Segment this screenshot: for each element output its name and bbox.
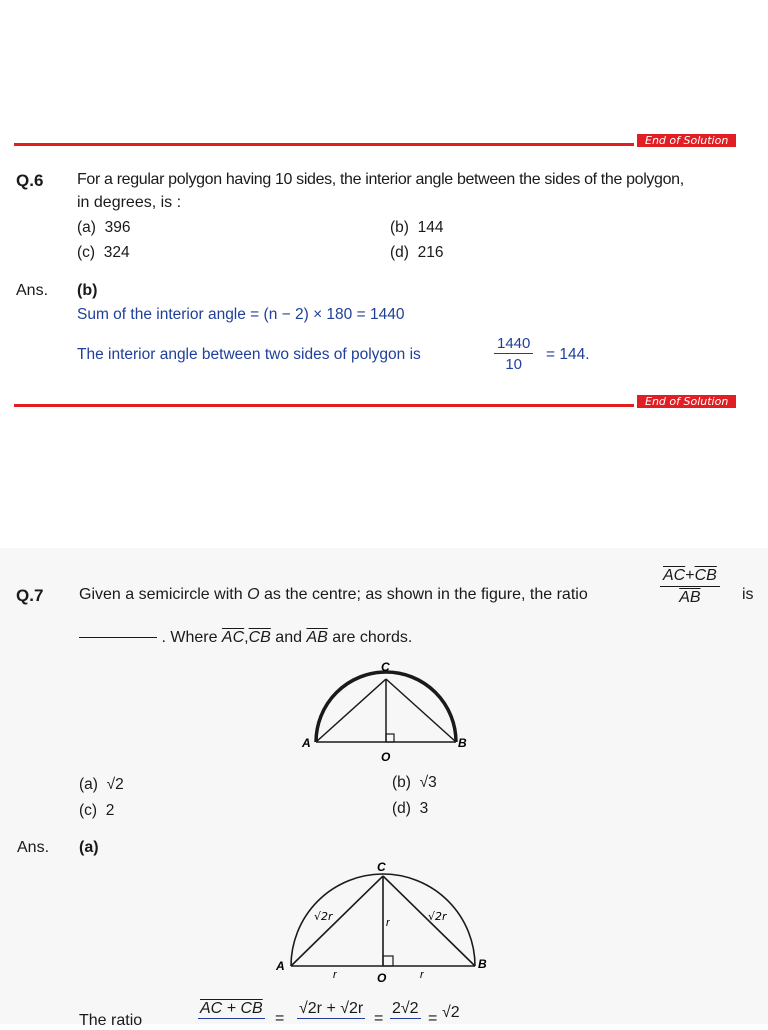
end-of-solution-badge: End of Solution	[637, 134, 736, 147]
option-label: (d)	[390, 244, 409, 261]
q7-and: and	[275, 629, 302, 646]
solution-figure	[270, 860, 500, 985]
fraction-numerator: 1440	[494, 335, 533, 354]
divider-top	[14, 143, 634, 146]
label-o: O	[381, 750, 391, 764]
option-label: (a)	[79, 776, 98, 793]
q6-fraction	[494, 335, 533, 373]
option-value: 3	[419, 800, 429, 817]
q6-answer: (b)	[77, 282, 98, 299]
q7-step1: √2r + √2r	[299, 1000, 364, 1017]
chord-ac: $\overline{AC}$	[663, 567, 686, 584]
q7-eq-2: =	[374, 1010, 384, 1027]
q6-number: Q.6	[16, 171, 44, 190]
label-a: A	[276, 959, 285, 973]
q7-text-mid: as the centre; as shown in the figure, the ratio	[263, 586, 588, 603]
q7-option-b	[392, 774, 437, 792]
fraction-denominator: 10	[505, 356, 523, 373]
label-side-right: √2r	[428, 910, 447, 923]
plus-sign: +	[685, 567, 695, 584]
label-r-vertical: r	[386, 917, 390, 929]
q6-option-c	[77, 244, 130, 262]
label-r-left: r	[333, 969, 337, 981]
q7-text-line1	[79, 586, 588, 604]
chord-ac-line	[316, 679, 386, 742]
q7-ratio-fraction	[660, 567, 720, 607]
label-c: C	[381, 660, 390, 674]
q7-final-num	[198, 1000, 265, 1019]
label-side-left: √2r	[314, 910, 333, 923]
q7-option-d	[392, 800, 428, 818]
label-o: O	[377, 971, 387, 985]
chord-ac-line	[291, 876, 383, 966]
right-angle-mark	[386, 734, 394, 742]
label-r-right: r	[420, 969, 424, 981]
q6-solution-line1: Sum of the interior angle = (n − 2) × 180 = 1440	[77, 306, 405, 323]
end-of-solution-badge: End of Solution	[637, 395, 736, 408]
q7-answer: (a)	[79, 839, 99, 856]
label-b: B	[458, 736, 467, 750]
option-value: 216	[417, 244, 444, 261]
chord-ac: $\overline{AC}$	[221, 629, 245, 646]
answer-blank	[79, 637, 157, 638]
q6-solution-line2-suffix: = 144.	[546, 346, 590, 363]
option-value: 2	[105, 802, 115, 819]
option-label: (c)	[79, 802, 98, 819]
q7-text-prefix: Given a semicircle with	[79, 586, 243, 603]
q6-text-line2: in degrees, is :	[77, 194, 182, 211]
option-value: √2	[106, 776, 124, 793]
q6-ans-label: Ans.	[16, 282, 49, 299]
divider-q6-end	[14, 404, 634, 407]
option-label: (b)	[392, 774, 411, 791]
q7-eq-3: =	[428, 1010, 438, 1027]
label-c: C	[377, 860, 386, 874]
chord-cb-line	[386, 679, 456, 742]
q7-ratio-text: The ratio	[79, 1012, 143, 1029]
option-value: 324	[103, 244, 130, 261]
option-label: (a)	[77, 219, 96, 236]
ratio-numerator	[660, 567, 720, 587]
final-numerator: AC + CB	[200, 1000, 263, 1017]
q7-center-label: O	[247, 586, 260, 603]
q6-option-b	[390, 219, 443, 237]
q7-option-c	[79, 802, 114, 820]
q6-text-line1: For a regular polygon having 10 sides, the interior angle between the sides of the polygon,	[77, 171, 684, 188]
chord-ab: $\overline{AB}$	[306, 629, 328, 646]
semicircle-figure	[290, 655, 480, 765]
ratio-denominator: AB	[679, 589, 701, 606]
q7-number: Q.7	[16, 586, 44, 605]
q7-are-chords: are chords.	[332, 629, 413, 646]
right-angle-mark	[383, 956, 393, 966]
q7-option-a	[79, 776, 124, 794]
label-b: B	[478, 957, 487, 971]
label-a: A	[302, 736, 311, 750]
option-label: (b)	[390, 219, 409, 236]
option-value: √3	[419, 774, 437, 791]
option-label: (d)	[392, 800, 411, 817]
q7-where: . Where	[161, 629, 218, 646]
q6-option-a	[77, 219, 130, 237]
option-label: (c)	[77, 244, 96, 261]
q7-text-is: is	[742, 586, 754, 603]
chord-cb: $\overline{CB}$	[248, 629, 271, 646]
q7-step2: 2√2	[392, 1000, 419, 1017]
q6-option-d	[390, 244, 443, 262]
q6-solution-line2-prefix: The interior angle between two sides of polygon is	[77, 346, 421, 363]
chord-cb: $\overline{CB}$	[694, 567, 717, 584]
option-value: 396	[104, 219, 131, 236]
q7-eq-1: =	[275, 1010, 285, 1027]
option-value: 144	[417, 219, 444, 236]
q7-text-line2: . Where $\overline{AC},\overline{CB}$ and $\overline{AB}$ are chords.	[79, 629, 412, 647]
q7-step3: √2	[442, 1004, 460, 1021]
q7-ans-label: Ans.	[17, 839, 50, 856]
